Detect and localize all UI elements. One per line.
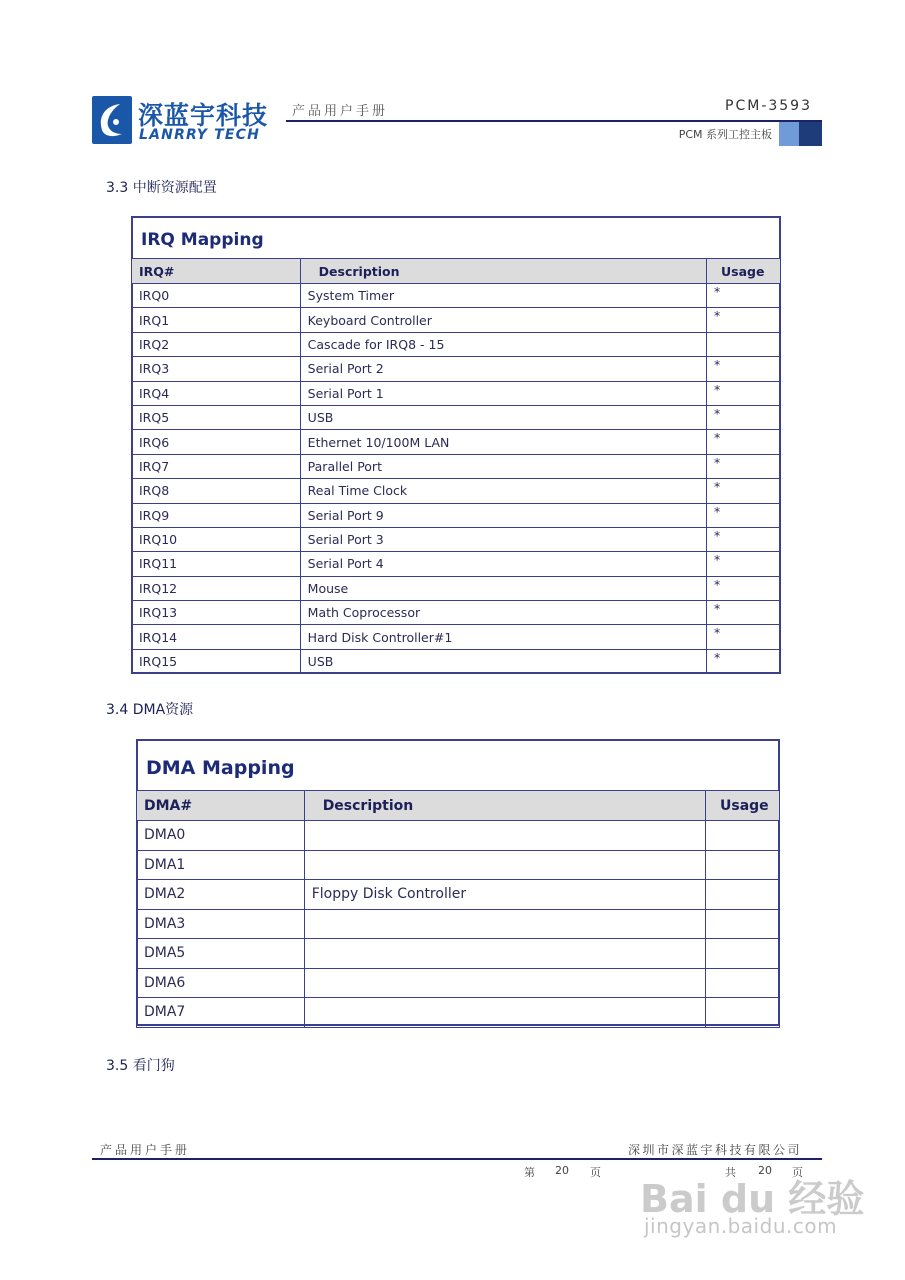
irq-row [132, 503, 781, 527]
dma-row [137, 968, 780, 998]
irq-cell-id: IRQ5 [132, 405, 301, 429]
dma-col-header-description: Description [304, 791, 705, 821]
irq-mapping-table [131, 258, 781, 674]
irq-cell-description: Serial Port 9 [300, 503, 706, 527]
header-manual-label: 产品用户手册 [292, 104, 389, 119]
irq-cell-usage: * [707, 284, 781, 308]
footer-company-name: 深圳市深蓝宇科技有限公司 [627, 1143, 802, 1157]
irq-cell-description: Serial Port 1 [300, 381, 706, 405]
irq-cell-usage: * [707, 308, 781, 332]
footer-page-label-suffix: 页 [590, 1166, 601, 1179]
header-rule [286, 120, 822, 122]
header-accent-block-dark [799, 122, 822, 146]
dma-cell-usage [706, 880, 780, 910]
irq-cell-usage: * [707, 381, 781, 405]
irq-cell-usage: * [707, 479, 781, 503]
dma-cell-usage [706, 939, 780, 969]
baidu-watermark-logo: Bai du 经验 [640, 1177, 865, 1221]
irq-table-title: IRQ Mapping [141, 230, 264, 250]
irq-col-header-usage: Usage [707, 259, 781, 284]
irq-cell-id: IRQ9 [132, 503, 301, 527]
irq-row [132, 576, 781, 600]
dma-cell-id: DMA0 [137, 821, 305, 851]
irq-cell-description: Math Coprocessor [300, 601, 706, 625]
dma-cell-description [304, 998, 705, 1028]
logo-chinese-name: 深蓝宇科技 [138, 101, 269, 130]
irq-cell-id: IRQ14 [132, 625, 301, 649]
irq-cell-usage: * [707, 357, 781, 381]
irq-cell-description: USB [300, 649, 706, 673]
dma-row [137, 998, 780, 1028]
dma-mapping-table [136, 790, 780, 1028]
irq-row [132, 381, 781, 405]
irq-cell-id: IRQ13 [132, 601, 301, 625]
irq-cell-id: IRQ1 [132, 308, 301, 332]
irq-header-row [132, 259, 781, 284]
irq-cell-description: Real Time Clock [300, 479, 706, 503]
dma-row [137, 880, 780, 910]
dma-cell-usage [706, 998, 780, 1028]
irq-row [132, 332, 781, 356]
dma-row [137, 821, 780, 851]
dma-cell-id: DMA5 [137, 939, 305, 969]
irq-cell-description: Serial Port 3 [300, 527, 706, 551]
section-heading-dma: 3.4 DMA资源 [106, 702, 194, 718]
dma-cell-description [304, 968, 705, 998]
baidu-watermark-url: jingyan.baidu.com [644, 1214, 838, 1238]
irq-col-header-description: Description [300, 259, 706, 284]
irq-cell-description: Serial Port 4 [300, 552, 706, 576]
irq-cell-id: IRQ3 [132, 357, 301, 381]
irq-row [132, 454, 781, 478]
irq-cell-id: IRQ6 [132, 430, 301, 454]
irq-cell-usage: * [707, 625, 781, 649]
irq-cell-id: IRQ2 [132, 332, 301, 356]
header-series-label: PCM 系列工控主板 [678, 128, 772, 141]
dma-col-header-usage: Usage [706, 791, 780, 821]
irq-cell-description: Parallel Port [300, 454, 706, 478]
irq-row [132, 284, 781, 308]
irq-row [132, 405, 781, 429]
dma-header-row [137, 791, 780, 821]
irq-cell-description: Keyboard Controller [300, 308, 706, 332]
footer-page-number: 20 [555, 1164, 569, 1177]
irq-cell-usage: * [707, 405, 781, 429]
dma-cell-description [304, 821, 705, 851]
irq-row [132, 625, 781, 649]
dma-cell-id: DMA3 [137, 909, 305, 939]
header-accent-block-light [779, 122, 799, 146]
irq-cell-description: Mouse [300, 576, 706, 600]
irq-cell-id: IRQ15 [132, 649, 301, 673]
irq-cell-usage: * [707, 552, 781, 576]
dma-cell-id: DMA7 [137, 998, 305, 1028]
irq-cell-description: USB [300, 405, 706, 429]
irq-row [132, 430, 781, 454]
dma-col-header-dma: DMA# [137, 791, 305, 821]
dma-row [137, 909, 780, 939]
irq-cell-id: IRQ7 [132, 454, 301, 478]
irq-row [132, 479, 781, 503]
dma-cell-description [304, 909, 705, 939]
irq-row [132, 649, 781, 673]
dma-cell-description [304, 850, 705, 880]
footer-total-label-suffix: 页 [792, 1166, 803, 1179]
dma-table-title: DMA Mapping [146, 757, 295, 779]
irq-cell-usage: * [707, 601, 781, 625]
irq-cell-usage: * [707, 454, 781, 478]
irq-row [132, 552, 781, 576]
irq-cell-usage: * [707, 430, 781, 454]
irq-cell-description: Ethernet 10/100M LAN [300, 430, 706, 454]
irq-cell-id: IRQ4 [132, 381, 301, 405]
company-logo-icon [92, 96, 132, 144]
irq-cell-usage: * [707, 576, 781, 600]
irq-cell-description: Serial Port 2 [300, 357, 706, 381]
logo-english-name: LANRRY TECH [139, 127, 261, 143]
dma-cell-usage [706, 850, 780, 880]
dma-cell-id: DMA1 [137, 850, 305, 880]
irq-cell-usage: * [707, 649, 781, 673]
dma-cell-id: DMA6 [137, 968, 305, 998]
irq-row [132, 308, 781, 332]
irq-cell-usage: * [707, 503, 781, 527]
irq-cell-id: IRQ10 [132, 527, 301, 551]
irq-cell-description: System Timer [300, 284, 706, 308]
section-heading-irq: 3.3 中断资源配置 [106, 180, 217, 196]
footer-manual-label: 产品用户手册 [100, 1143, 191, 1157]
irq-row [132, 357, 781, 381]
irq-cell-usage: * [707, 527, 781, 551]
irq-row [132, 527, 781, 551]
dma-cell-usage [706, 821, 780, 851]
dma-row [137, 939, 780, 969]
irq-row [132, 601, 781, 625]
dma-cell-description [304, 939, 705, 969]
dma-cell-id: DMA2 [137, 880, 305, 910]
footer-rule [92, 1158, 822, 1160]
section-heading-watchdog: 3.5 看门狗 [106, 1058, 175, 1074]
dma-cell-usage [706, 968, 780, 998]
irq-cell-id: IRQ8 [132, 479, 301, 503]
dma-row [137, 850, 780, 880]
irq-cell-usage [707, 332, 781, 356]
irq-cell-id: IRQ11 [132, 552, 301, 576]
irq-col-header-irq: IRQ# [132, 259, 301, 284]
footer-total-number: 20 [758, 1164, 772, 1177]
dma-cell-description: Floppy Disk Controller [304, 880, 705, 910]
dma-cell-usage [706, 909, 780, 939]
footer-page-label-prefix: 第 [524, 1166, 535, 1179]
header-model-number: PCM-3593 [725, 98, 812, 114]
irq-cell-id: IRQ0 [132, 284, 301, 308]
irq-cell-description: Hard Disk Controller#1 [300, 625, 706, 649]
irq-cell-id: IRQ12 [132, 576, 301, 600]
footer-total-label-prefix: 共 [725, 1166, 736, 1179]
irq-cell-description: Cascade for IRQ8 - 15 [300, 332, 706, 356]
